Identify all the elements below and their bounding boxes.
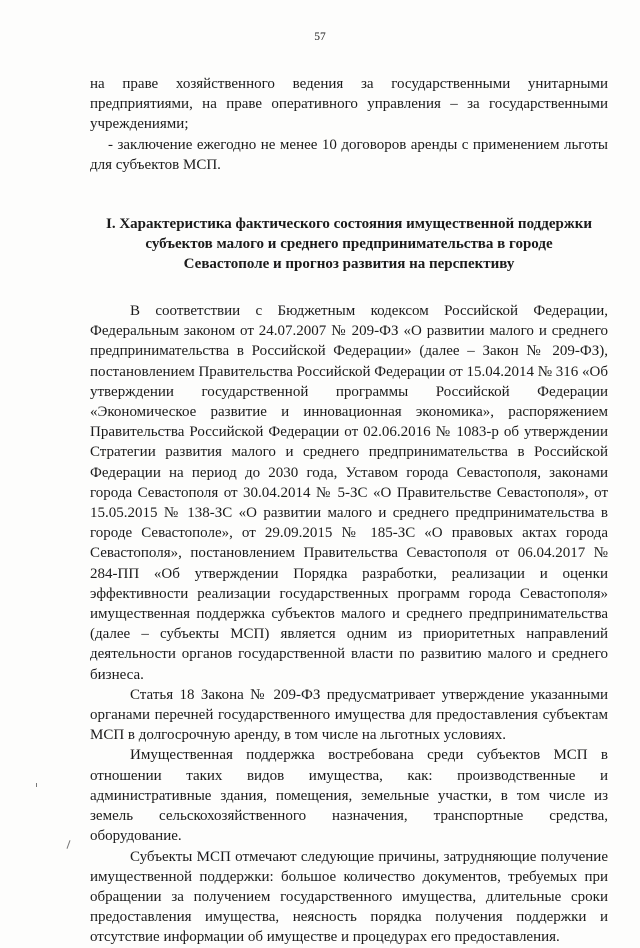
- page-number: 57: [314, 31, 326, 43]
- scan-mark: [36, 783, 37, 787]
- section-heading: I. Характеристика фактического состояния имущественной поддержки субъектов малого и среднего предпринимательства в городе Севастополе и прогноз развития на перспективу: [106, 216, 592, 273]
- body-paragraph: В соответствии с Бюджетным кодексом Российской Федерации, Федеральным законом от 24.07.2007 № 209-ФЗ «О развитии малого и среднего предпринимательства в Российской Федерации» (далее – Закон № 209-ФЗ), постановлением Правительства Российской Федерации от 15.04.2014 № 316 «Об утверждении государственной программы Российской Федерации «Экономическое развитие и инновационная экономика», распоряжением Правительства Российской Федерации от 02.06.2016 № 1083-р об утверждении Стратегии развития малого и среднего предпринимательства в Российской Федерации на период до 2030 года, Уставом города Севастополя, законами города Севастополя от 30.04.2014 № 5-ЗС «О Правительстве Севастополя», от 15.05.2015 № 138-ЗС «О развитии малого и среднего предпринимательства в городе Севастополе», от 29.09.2015 № 185-ЗС «О правовых актах города Севастополя», постановлением Правительства Севастополя от 06.04.2017 № 284-ПП «Об утверждении Порядка разработки, реализации и оценки эффективности реализации государственных программ города Севастополя» имущественная поддержка субъектов малого и среднего предпринимательства (далее – субъекты МСП) является одним из приоритетных направлений деятельности органов государственной власти по развитию малого и среднего бизнеса.: [90, 303, 609, 683]
- bullet-item: - заключение ежегодно не менее 10 договоров аренды с применением льготы для субъектов МСП.: [90, 136, 608, 173]
- body-paragraph: Субъекты МСП отмечают следующие причины, затрудняющие получение имущественной поддержки: большое количество документов, требуемых при обращении за получением государственного имущества, длительные сроки предоставления имущества, неясность порядка получения поддержки и отсутствие информации об имуществе и процедурах его предоставления.: [90, 848, 608, 946]
- document-body: [90, 74, 608, 948]
- body-paragraph: Имущественная поддержка востребована среди субъектов МСП в отношении таких видов имущества, как: производственные и административные здания, помещения, земельные участки, в том числе из земель сельскохозяйственного назначения, транспортные средства, оборудование.: [90, 747, 608, 845]
- body-paragraph: Статья 18 Закона № 209-ФЗ предусматривает утверждение указанными органами перечней государственного имущества для предоставления субъектам МСП в долгосрочную аренду, в том числе на льготных условиях.: [90, 686, 608, 744]
- scan-mark: [66, 840, 70, 849]
- intro-paragraph: на праве хозяйственного ведения за государственными унитарными предприятиями, на праве оперативного управления – за государственными учреждениями;: [90, 76, 608, 133]
